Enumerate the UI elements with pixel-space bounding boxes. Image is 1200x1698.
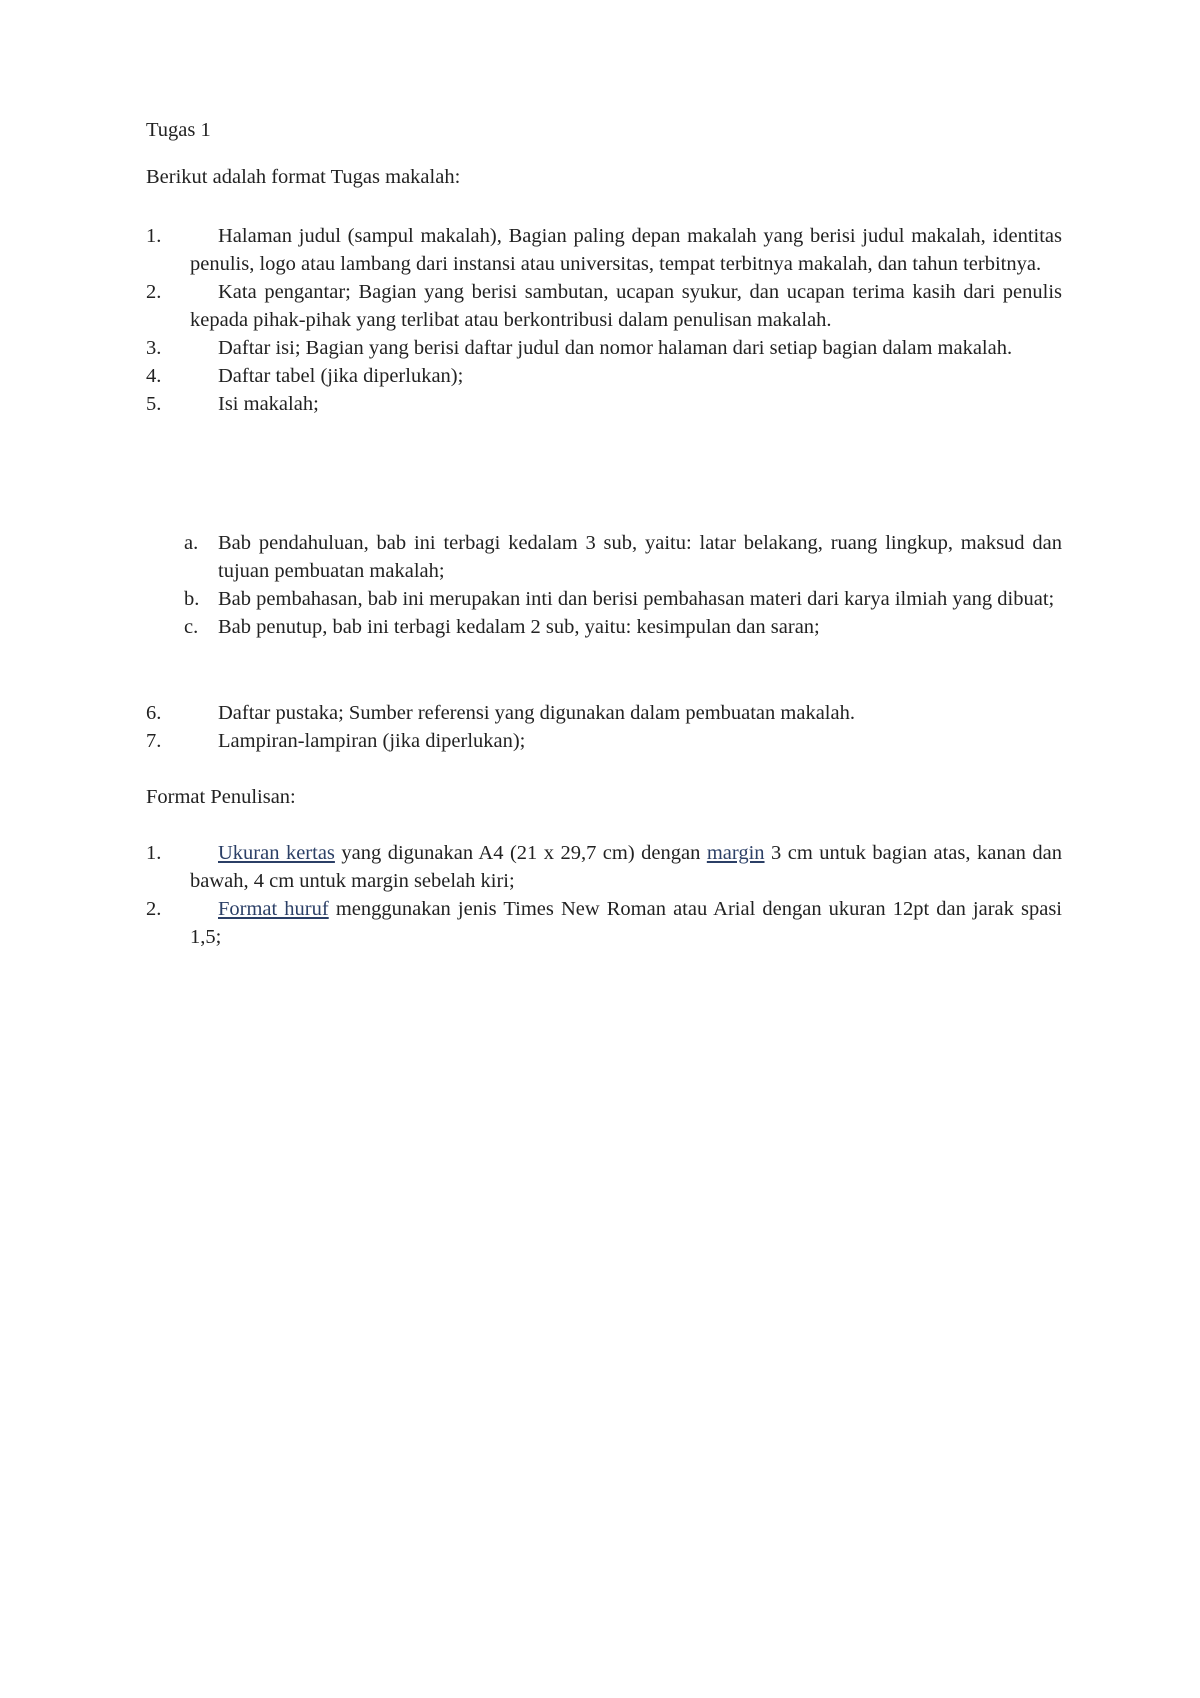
list-number: 3. <box>146 337 162 359</box>
list-text <box>190 839 1062 895</box>
list-text-segment: menggunakan jenis Times New Roman atau Arial dengan ukuran 12pt dan jarak spasi 1,5; <box>190 898 1062 948</box>
list-number: 2. <box>146 281 162 303</box>
sub-list-letter: b. <box>184 588 200 610</box>
margin-link[interactable]: margin <box>706 842 765 864</box>
list-item <box>146 727 1062 755</box>
format-list <box>146 839 1062 951</box>
list-text: Kata pengantar; Bagian yang berisi sambutan, ucapan syukur, dan ucapan terima kasih dari penulis kepada pihak-pihak yang terlibat atau berkontribusi dalam penulisan makalah. <box>190 281 1062 331</box>
sub-list-item <box>146 585 1062 613</box>
list-number: 1. <box>146 225 162 247</box>
list-item <box>146 278 1062 334</box>
format-huruf-link[interactable]: Format huruf <box>218 898 329 920</box>
intro-text: Berikut adalah format Tugas makalah: <box>146 166 461 188</box>
sub-list <box>146 529 1062 641</box>
document-page <box>146 0 1062 1698</box>
list-text: Daftar pustaka; Sumber referensi yang digunakan dalam pembuatan makalah. <box>218 702 855 724</box>
list-item <box>146 390 1062 418</box>
list-text-segment: 3 cm untuk bagian atas, kanan dan bawah, 4 cm untuk margin sebelah kiri; <box>190 842 1062 892</box>
sub-list-letter: a. <box>184 532 199 554</box>
sub-list-text: Bab pendahuluan, bab ini terbagi kedalam 3 sub, yaitu: latar belakang, ruang lingkup, maksud dan tujuan pembuatan makalah; <box>218 532 1062 582</box>
list-text: Halaman judul (sampul makalah), Bagian paling depan makalah yang berisi judul makalah, identitas penulis, logo atau lambang dari instansi atau universitas, tempat terbitnya makalah, dan tahun terbitnya. <box>190 225 1062 275</box>
list-item <box>146 839 1062 895</box>
format-heading: Format Penulisan: <box>146 786 296 808</box>
list-text: Lampiran-lampiran (jika diperlukan); <box>218 730 526 752</box>
list-text: Daftar tabel (jika diperlukan); <box>218 365 464 387</box>
list-item <box>146 222 1062 278</box>
sub-list-item <box>146 613 1062 641</box>
sub-list-letter: c. <box>184 616 199 638</box>
list-number: 7. <box>146 730 162 752</box>
list-text: Isi makalah; <box>218 393 319 415</box>
list-text <box>190 895 1062 951</box>
list-text-segment: yang digunakan A4 (21 x 29,7 cm) dengan <box>334 842 707 864</box>
list-item <box>146 362 1062 390</box>
list-item <box>146 895 1062 951</box>
sub-list-text: Bab penutup, bab ini terbagi kedalam 2 sub, yaitu: kesimpulan dan saran; <box>218 616 820 638</box>
list-text: Daftar isi; Bagian yang berisi daftar judul dan nomor halaman dari setiap bagian dalam makalah. <box>218 337 1013 359</box>
list-item <box>146 699 1062 727</box>
main-list-part2 <box>146 699 1062 755</box>
document-title: Tugas 1 <box>146 119 211 141</box>
list-number: 6. <box>146 702 162 724</box>
ukuran-kertas-link[interactable]: Ukuran kertas <box>218 842 335 864</box>
main-list-part1 <box>146 222 1062 418</box>
sub-list-text: Bab pembahasan, bab ini merupakan inti dan berisi pembahasan materi dari karya ilmiah yang dibuat; <box>218 588 1055 610</box>
list-number: 5. <box>146 393 162 415</box>
list-number: 1. <box>146 842 162 864</box>
list-item <box>146 334 1062 362</box>
list-number: 2. <box>146 898 162 920</box>
sub-list-item <box>146 529 1062 585</box>
list-number: 4. <box>146 365 162 387</box>
